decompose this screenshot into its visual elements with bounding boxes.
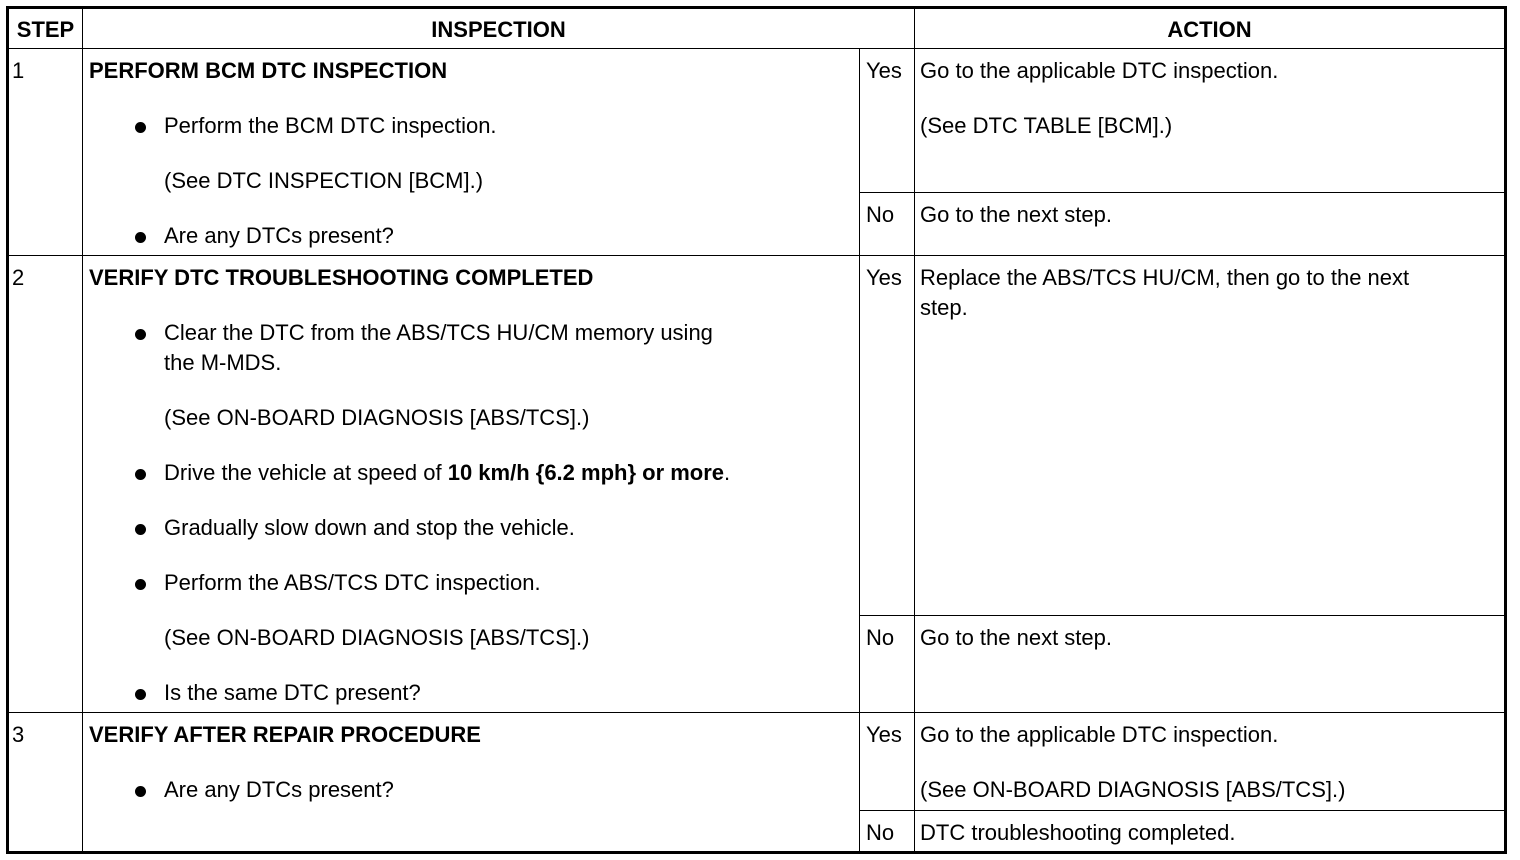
inspection-question: Are any DTCs present? (164, 777, 394, 802)
bullet-icon (135, 469, 146, 480)
yes-action-reference: (See DTC TABLE [BCM].) (920, 113, 1173, 138)
bullet-icon (135, 579, 146, 590)
step-number: 2 (12, 265, 25, 290)
yes-action: Go to the applicable DTC inspection. (920, 722, 1279, 747)
diagnostic-procedure-table (6, 6, 1507, 854)
no-action: Go to the next step. (920, 202, 1113, 227)
inspection-item-text: Drive the vehicle at speed of (164, 460, 448, 485)
inspection-item: Perform the ABS/TCS DTC inspection. (164, 570, 541, 595)
speed-value: 10 km/h {6.2 mph} or more (447, 460, 725, 485)
header-action: ACTION (1167, 17, 1252, 42)
step-title: VERIFY DTC TROUBLESHOOTING COMPLETED (89, 265, 594, 290)
inspection-reference: (See ON-BOARD DIAGNOSIS [ABS/TCS].) (164, 625, 590, 650)
inspection-item-end: . (724, 460, 731, 485)
no-label: No (866, 625, 895, 650)
yes-no-divider (859, 615, 1504, 616)
inspection-item (164, 458, 730, 488)
no-action: DTC troubleshooting completed. (920, 820, 1236, 845)
yes-action: Replace the ABS/TCS HU/CM, then go to the next (920, 265, 1410, 290)
inspection-item: Clear the DTC from the ABS/TCS HU/CM memory using (164, 320, 713, 345)
step-title: VERIFY AFTER REPAIR PROCEDURE (89, 722, 481, 747)
yes-action: Go to the applicable DTC inspection. (920, 58, 1279, 83)
row-divider (9, 255, 1504, 256)
yes-action-reference: (See ON-BOARD DIAGNOSIS [ABS/TCS].) (920, 777, 1346, 802)
inspection-reference: (See DTC INSPECTION [BCM].) (164, 168, 484, 193)
yes-label: Yes (866, 265, 902, 290)
step-number: 3 (12, 722, 25, 747)
header-inspection: INSPECTION (431, 17, 566, 42)
header-step: STEP (16, 17, 75, 42)
yes-label: Yes (866, 722, 902, 747)
inspection-reference: (See ON-BOARD DIAGNOSIS [ABS/TCS].) (164, 405, 590, 430)
bullet-icon (135, 689, 146, 700)
column-divider (914, 9, 915, 851)
inspection-item-continued: the M-MDS. (164, 350, 282, 375)
step-title: PERFORM BCM DTC INSPECTION (89, 58, 448, 83)
inspection-question: Are any DTCs present? (164, 223, 394, 248)
inspection-item: Perform the BCM DTC inspection. (164, 113, 497, 138)
column-divider (82, 9, 83, 851)
column-divider (859, 48, 860, 851)
no-label: No (866, 820, 895, 845)
row-divider (9, 712, 1504, 713)
step-number: 1 (12, 58, 25, 83)
yes-action-continued: step. (920, 295, 968, 320)
bullet-icon (135, 329, 146, 340)
bullet-icon (135, 122, 146, 133)
no-label: No (866, 202, 895, 227)
bullet-icon (135, 524, 146, 535)
no-action: Go to the next step. (920, 625, 1113, 650)
yes-label: Yes (866, 58, 902, 83)
yes-no-divider (859, 192, 1504, 193)
inspection-item: Gradually slow down and stop the vehicle. (164, 515, 575, 540)
inspection-question: Is the same DTC present? (164, 680, 421, 705)
bullet-icon (135, 786, 146, 797)
yes-no-divider (859, 810, 1504, 811)
bullet-icon (135, 232, 146, 243)
